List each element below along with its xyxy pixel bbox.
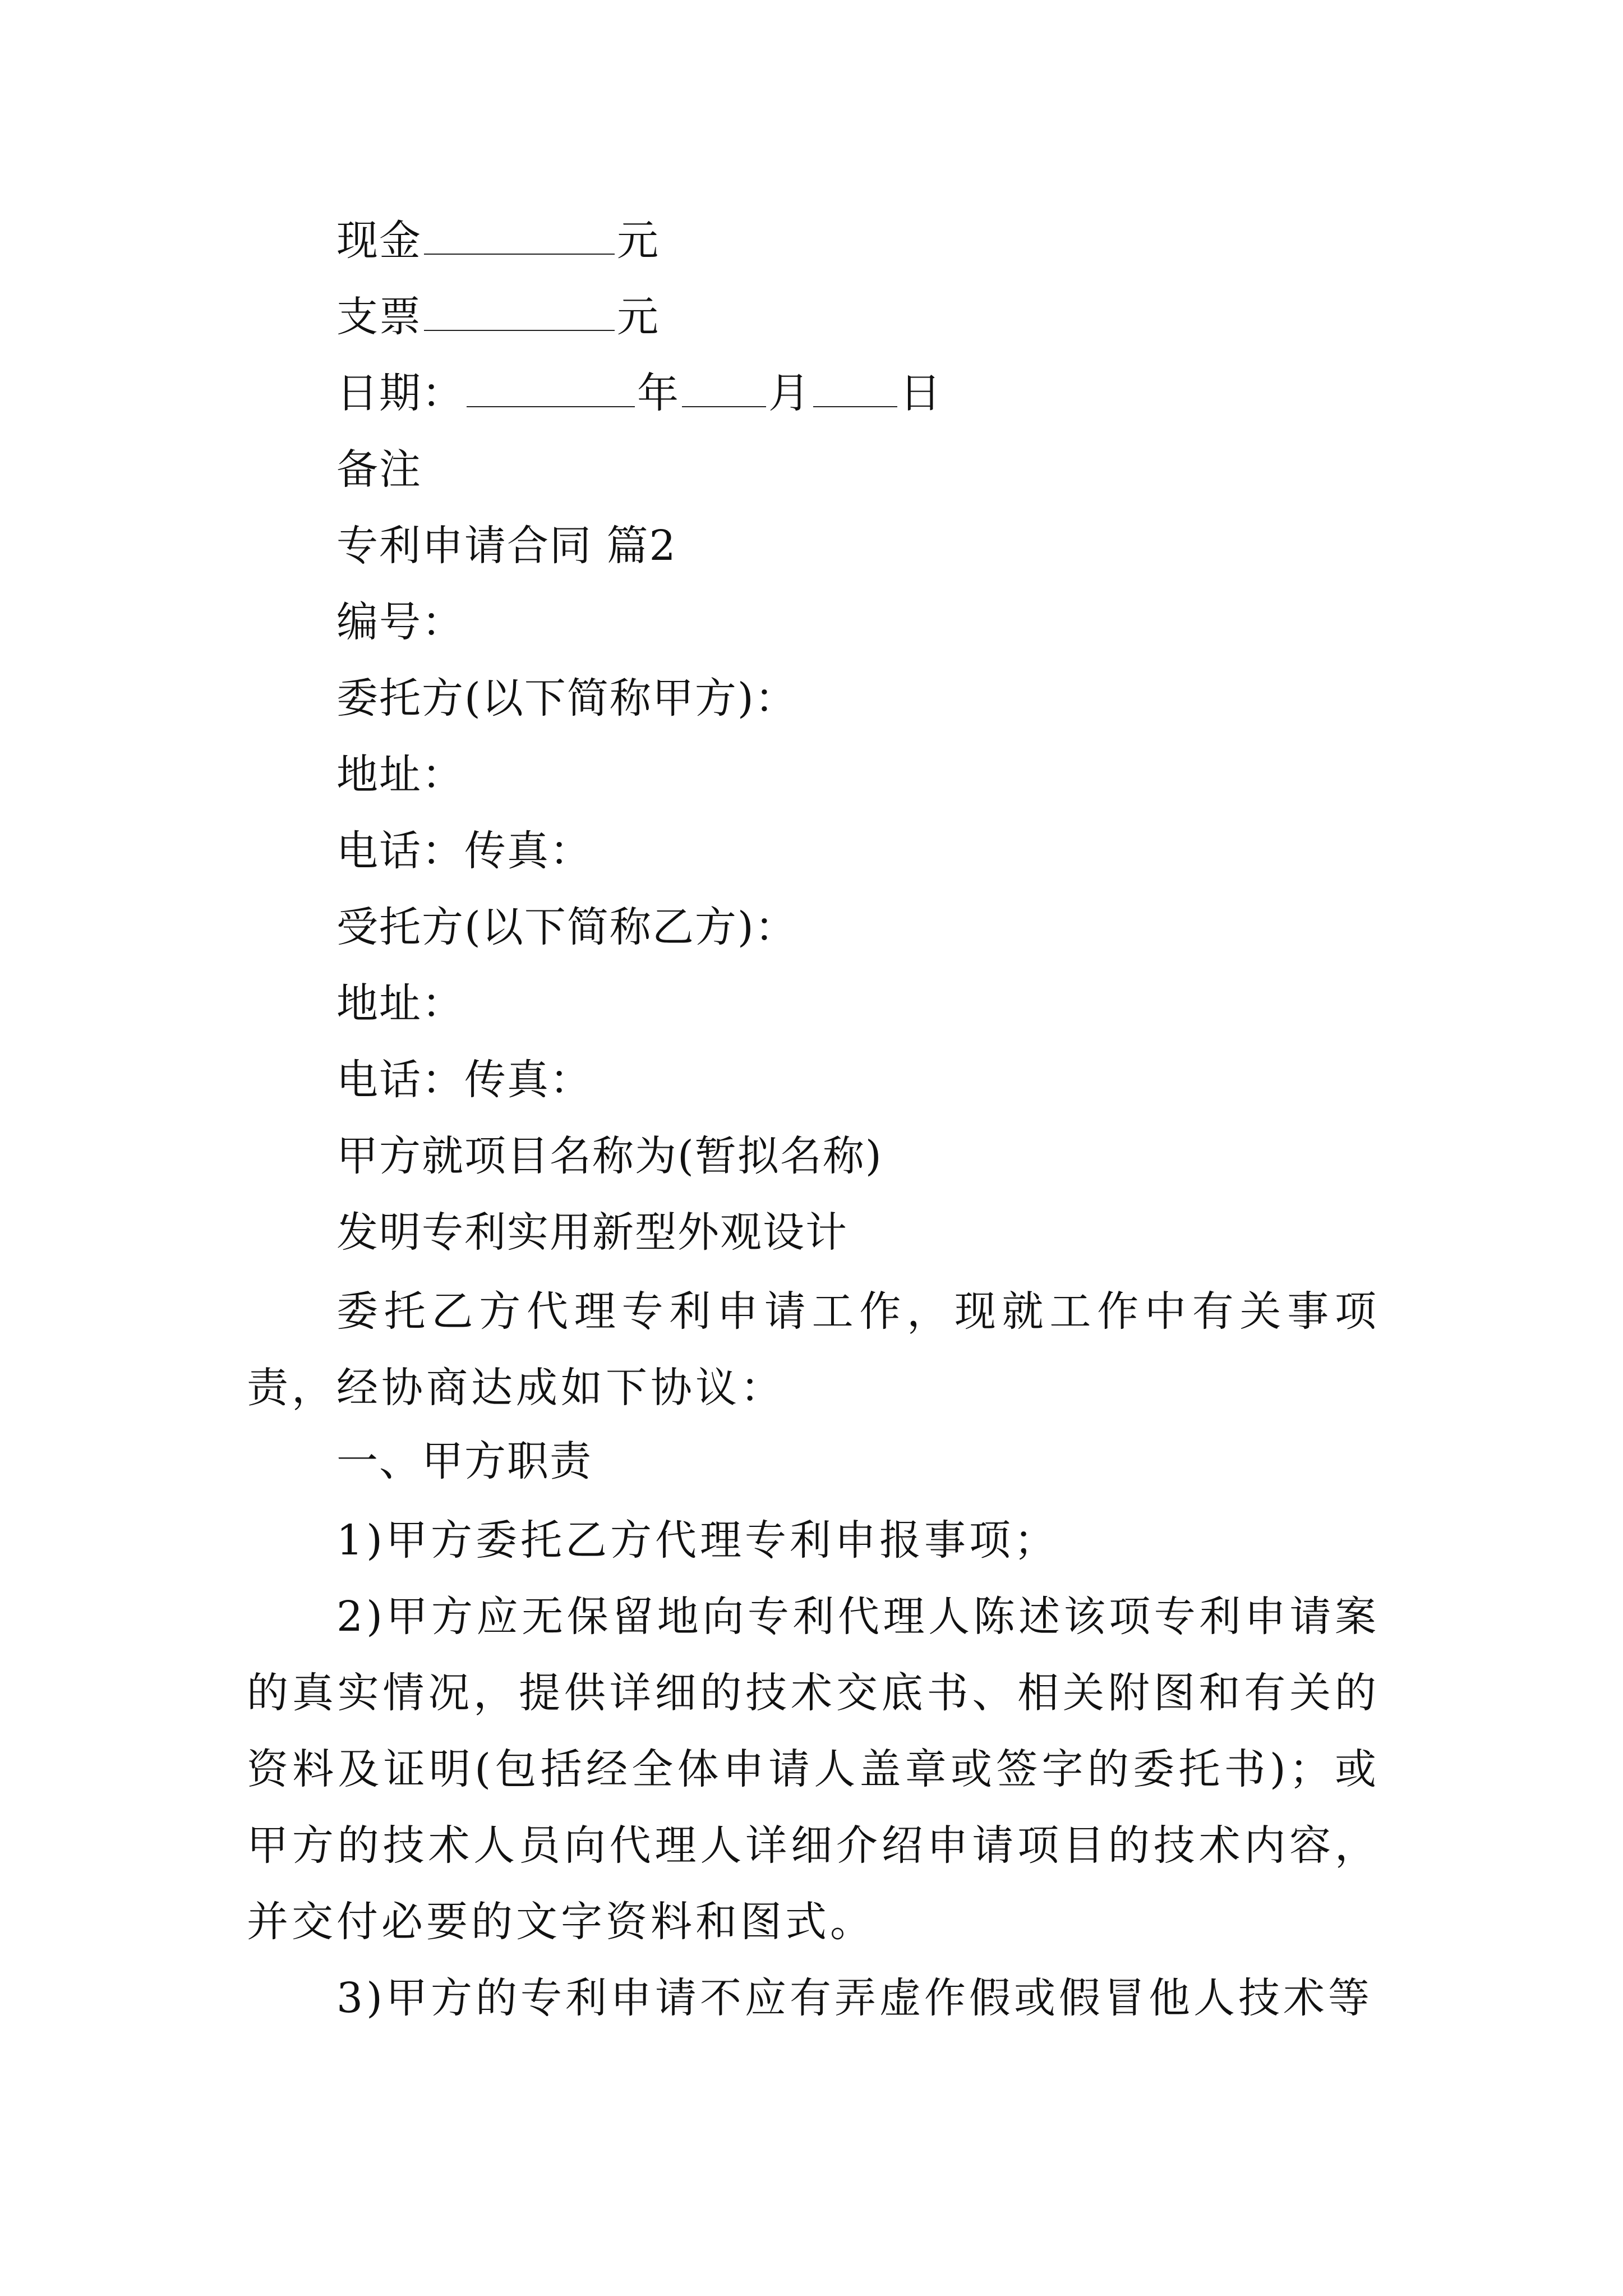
intro-paragraph: 委托乙方代理专利申请工作，现就工作中有关事项责，经协商达成如下协议： — [247, 1287, 1380, 1412]
year-label: 年 — [637, 369, 680, 417]
remarks-label: 备注 — [336, 445, 422, 494]
cash-label: 现金 — [336, 217, 422, 265]
section1-title: 一、甲方职责 — [336, 1437, 592, 1485]
party-b-phone-fax: 电话：传真： — [336, 1056, 592, 1104]
date-label: 日期： — [336, 369, 464, 417]
party-a-phone-fax: 电话：传真： — [336, 827, 592, 875]
month-label: 月 — [768, 369, 811, 417]
cash-blank — [424, 220, 615, 255]
party-b-label: 受托方(以下简称乙方)： — [336, 903, 797, 951]
month-blank — [682, 372, 766, 407]
day-label: 日 — [900, 369, 942, 417]
project-name-line: 甲方就项目名称为(暂拟名称) — [336, 1132, 883, 1180]
party-b-address: 地址： — [336, 979, 464, 1028]
date-line — [336, 369, 942, 417]
contract-number-label: 编号： — [336, 598, 464, 646]
day-blank — [813, 372, 897, 407]
item-2: 2)甲方应无保留地向专利代理人陈述该项专利申请案的真实情况，提供详细的技术交底书、相关附图和有关的资料及证明(包括经全体申请人盖章或签字的委托书)；或甲方的技术人员向代理人详细介绍申请项目的技术内容，并交付必要的文字资料和图式。 — [247, 1593, 1380, 1946]
party-a-label: 委托方(以下简称甲方)： — [336, 674, 797, 723]
contract-title: 专利申请合同 篇2 — [336, 522, 677, 570]
item-3: 3)甲方的专利申请不应有弄虚作假或假冒他人技术等 — [336, 1974, 1373, 2022]
cash-line — [336, 217, 660, 265]
check-blank — [424, 296, 615, 331]
year-blank — [467, 372, 635, 407]
cash-unit: 元 — [617, 217, 660, 265]
check-unit: 元 — [617, 293, 660, 341]
check-label: 支票 — [336, 293, 422, 341]
patent-types-line: 发明专利实用新型外观设计 — [336, 1208, 848, 1257]
check-line — [336, 293, 660, 341]
item-1: 1)甲方委托乙方代理专利申报事项； — [336, 1516, 1059, 1565]
party-a-address: 地址： — [336, 751, 464, 799]
